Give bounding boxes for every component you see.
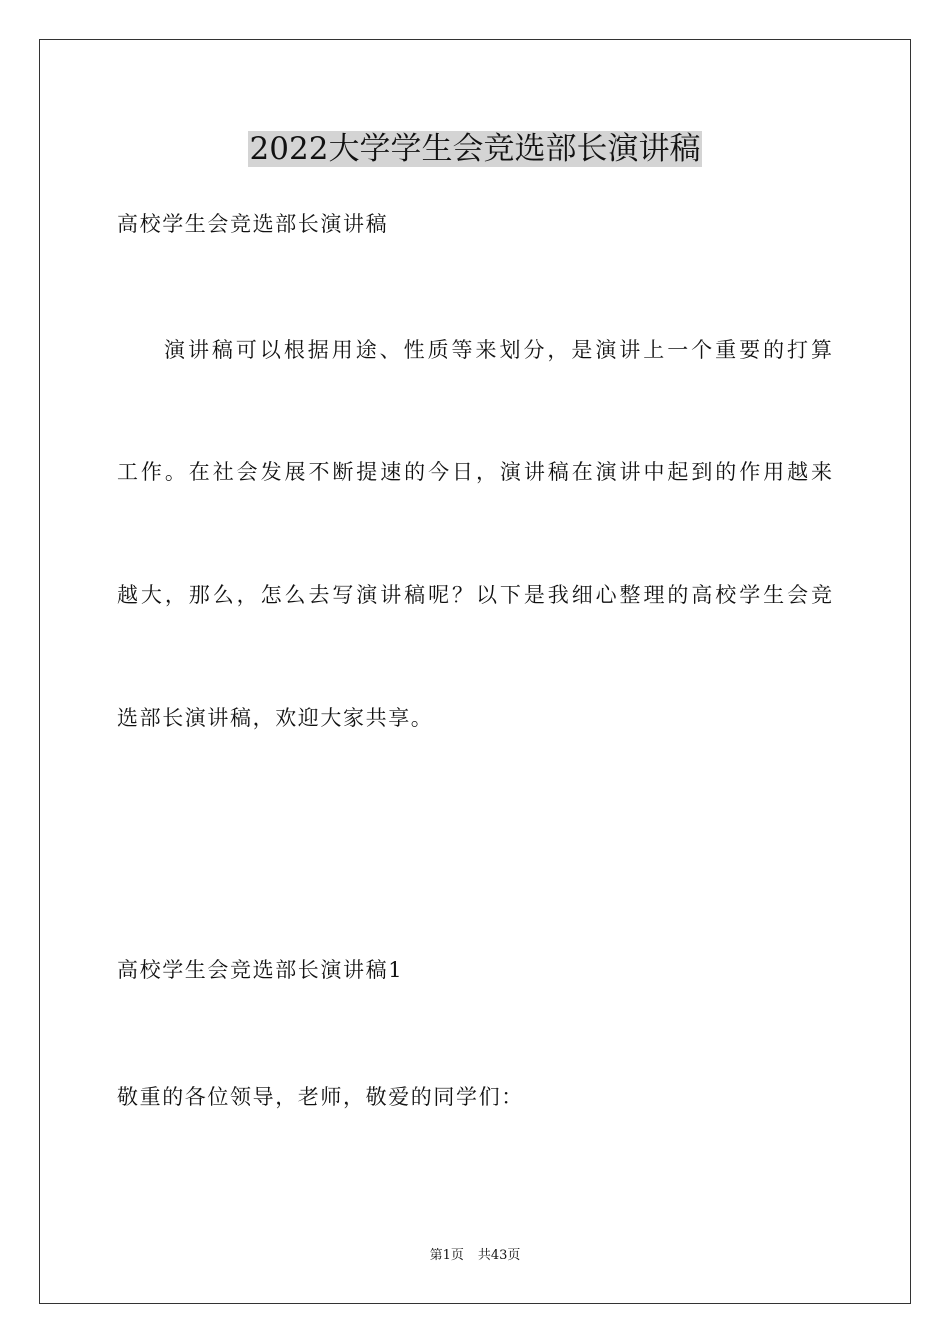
intro-paragraph-line-1: 演讲稿可以根据用途、性质等来划分，是演讲上一个重要的打算 [164,338,832,362]
intro-paragraph-line-3: 越大，那么，怎么去写演讲稿呢？以下是我细心整理的高校学生会竞 [117,583,832,607]
document-title [0,128,950,170]
intro-paragraph-line-4: 选部长演讲稿，欢迎大家共享。 [117,706,434,730]
greeting-line: 敬重的各位领导，老师，敬爱的同学们： [117,1085,524,1109]
intro-paragraph-line-2: 工作。在社会发展不断提速的今日，演讲稿在演讲中起到的作用越来 [117,460,832,484]
document-title-text: 2022大学学生会竞选部长演讲稿 [249,131,701,167]
total-pages: 共43页 [477,1248,521,1263]
section-heading: 高校学生会竞选部长演讲稿1 [117,958,404,982]
page-footer [0,1247,950,1265]
page-number: 第1页 [429,1248,464,1263]
document-subtitle: 高校学生会竞选部长演讲稿 [117,212,389,236]
